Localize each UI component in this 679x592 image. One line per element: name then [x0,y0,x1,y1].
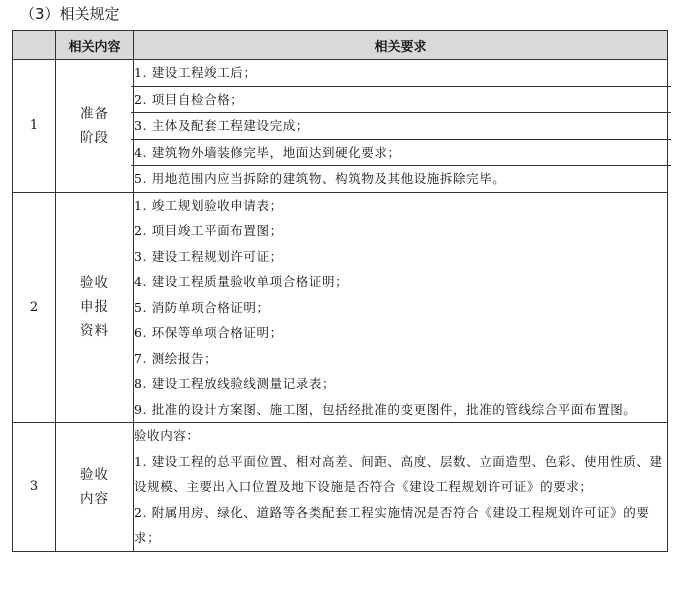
row-category [56,423,134,552]
table-row [13,192,668,423]
row-number: 2 [13,192,56,423]
row-requirements [134,60,668,193]
requirement-item: 8. 建设工程放线验线测量记录表； [134,376,336,391]
header-related-content: 相关内容 [56,31,134,60]
header-related-requirements: 相关要求 [134,31,668,60]
requirement-item: 1. 建设工程的总平面位置、相对高差、间距、高度、层数、立面造型、色彩、使用性质、建设规模、主要出入口位置及地下设施是否符合《建设工程规划许可证》的要求； [134,453,663,494]
row-requirements [134,192,668,423]
requirement-item: 2. 附属用房、绿化、道路等各类配套工程实施情况是否符合《建设工程规划许可证》的要求； [134,504,650,545]
category-line: 阶段 [80,129,109,146]
category-line: 验收 [80,466,109,483]
table-row [13,423,668,552]
row-requirements [134,423,668,552]
requirement-item: 5. 用地范围内应当拆除的建筑物、构筑物及其他设施拆除完毕。 [134,171,506,186]
table-row [13,60,668,193]
category-line: 资料 [80,323,109,340]
requirement-item: 2. 项目竣工平面布置图； [134,223,283,238]
category-line: 验收 [80,275,109,292]
requirement-item: 9. 批准的设计方案图、施工图，包括经批准的变更图件，批准的管线综合平面布置图。 [134,401,637,417]
requirement-item: 2. 项目自检合格； [131,87,671,114]
requirement-item: 3. 主体及配套工程建设完成； [131,113,671,140]
category-line: 内容 [80,490,109,507]
row-number: 1 [13,60,56,193]
row-number: 3 [13,423,56,552]
requirement-item: 5. 消防单项合格证明； [134,299,270,315]
row-category [56,60,134,193]
requirement-item: 3. 建设工程规划许可证； [134,248,283,264]
requirement-item: 1. 建设工程竣工后； [131,60,671,87]
regulations-table [12,30,668,552]
requirement-item: 1. 竣工规划验收申请表； [134,197,283,213]
requirement-item: 4. 建筑物外墙装修完毕，地面达到硬化要求； [131,140,671,167]
header-number [13,31,56,60]
requirement-item: 7. 测绘报告； [134,350,218,366]
requirement-item: 4. 建设工程质量验收单项合格证明； [134,274,349,289]
category-line: 准备 [80,105,109,122]
requirement-item: 验收内容： [134,428,200,443]
table-header-row [13,31,668,60]
section-title: （3）相关规定 [20,5,120,23]
category-line: 申报 [80,299,109,316]
row-category [56,192,134,423]
requirement-item: 6. 环保等单项合格证明； [134,325,283,340]
